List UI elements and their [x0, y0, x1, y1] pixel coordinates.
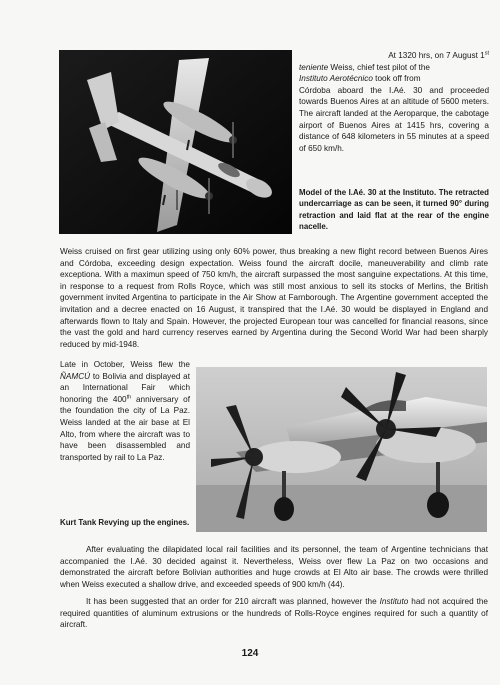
para2-part-b: to Bolivia and displayed at an International Fair which honoring the 400 [60, 371, 190, 404]
para4-part-b: had not acquired the required quantities of aluminum extrusions or the hundreds of Rolls-Royce engines required for such a quantity of aircraft. [60, 597, 488, 630]
photo-caption-model: Model of the I.Aé. 30 at the Instituto. The retracted undercarriage as can be seen, it turned 90° during retraction and laid flat at the rear of the engine nacelle. [299, 188, 489, 232]
intro-paragraph [299, 50, 489, 154]
aircraft-engines-photo [196, 367, 487, 532]
photo-caption-engines: Kurt Tank Revying up the engines. [60, 518, 190, 527]
aircraft-model-photo [59, 50, 292, 234]
body-paragraph-1: Weiss cruised on first gear utilizing using only 60% power, thus breaking a new flight record between Buenos Aires and Córdoba, exceeding design expectation. Weiss found the aircraft docile, maneuverability and climb rate exceptiona. With a maximun speed of 750 km/h, the aircraft surpassed the most sanguine expectations. At this time, in response to a request from Rolls Royce, which was still most anxious to sell its stocks of Merlins, the British government invited Argentina to participate in the Air Show at Farnborough. The Argentine government accepted the invitation and a decree enacted on 16 August, it transpired that the I.Aé. 30 would be displayed in England and afterwards flown to Italy and Spain. However, the projected European tour was cancelled for financial reasons, since the vast the gold and hard currency reserves earned by Argentina during the Second World War had been sharply reduced by mid-1948. [60, 247, 488, 349]
aircraft-model-illustration [59, 50, 292, 234]
para2-part-a: Late in October, Weiss flew the [60, 360, 190, 369]
body-paragraph-2 [60, 359, 190, 463]
page-number: 124 [241, 648, 259, 659]
body-paragraph-4 [60, 596, 488, 631]
intro-rest: Córdoba aboard the I.Aé. 30 and proceeded towards Buenos Aires at an altitude of 5600 meters. The aircraft landed at the Aeroparque, the cabotage airport of Buenos Aires at 1415 hrs, covering a distance of 648 kilometers in 55 minutes at a speed of 650 km/h. [299, 85, 489, 153]
para2-superscript: th [126, 394, 132, 401]
para4-institute: Instituto [379, 597, 409, 606]
para4-part-a: It has been suggested that an order for 210 aircraft was planned, however the [86, 597, 380, 606]
intro-rank: teniente [299, 62, 329, 72]
aircraft-name: ÑAMCÚ [60, 371, 91, 381]
body-paragraph-3: After evaluating the dilapidated local rail facilities and its personnel, the team of Argentine technicians that accompanied the I.Aé. 30 decided against it. Nevertheless, Weiss over flew La Paz on two occasions and demonstrated the aircraft before Bolivian authorities and huge crowds at El Alto air base. The crowds were thrilled when Weiss executed a shallow drive, and exceeded speeds of 900 km/h (44). [60, 545, 488, 589]
para2-part-c: anniversary of the foundation the city of La Paz. Weiss landed at the air base at El Alto, from where the aircraft was to have been disassembled and transported by rail to La Paz. [60, 394, 190, 462]
aircraft-runup-illustration [196, 367, 487, 532]
intro-line1-superscript: st [484, 50, 489, 57]
intro-line3: took off from [372, 74, 421, 84]
intro-line2: Weiss, chief test pilot of the [328, 62, 430, 72]
intro-institute: Instituto Aerotécnico [299, 74, 373, 84]
intro-line1: At 1320 hrs, on 7 August 1 [388, 51, 485, 60]
